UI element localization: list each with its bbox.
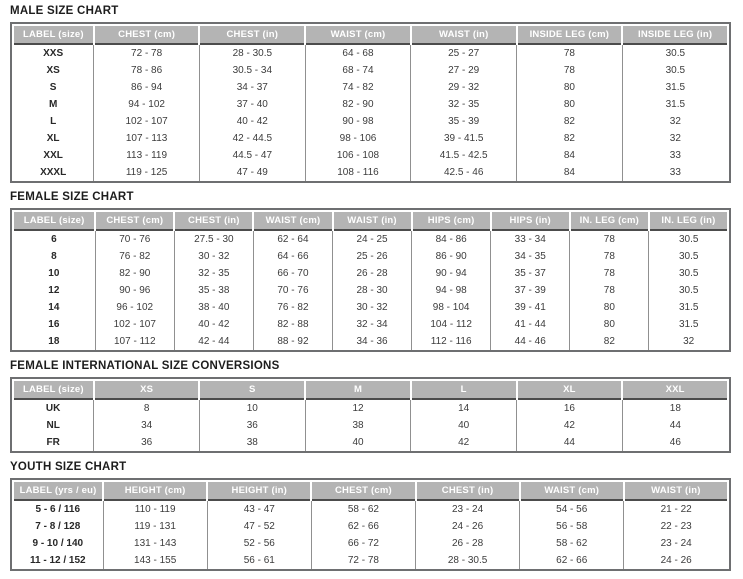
value-cell: 108 - 116 <box>305 164 411 181</box>
column-header: CHEST (cm) <box>95 211 174 230</box>
value-cell: 36 <box>199 417 305 434</box>
column-header: CHEST (in) <box>416 481 520 500</box>
value-cell: 24 - 26 <box>416 518 520 535</box>
value-cell: 32 <box>622 130 728 147</box>
value-cell: 27 - 29 <box>411 62 517 79</box>
value-cell: 96 - 102 <box>95 299 174 316</box>
table-row <box>13 164 728 181</box>
column-header: INSIDE LEG (cm) <box>517 25 623 44</box>
value-cell: 74 - 82 <box>305 79 411 96</box>
male-size-chart-table <box>12 24 729 181</box>
value-cell: 78 <box>570 265 649 282</box>
value-cell: 30.5 <box>649 265 728 282</box>
table-row <box>13 62 728 79</box>
value-cell: 25 - 26 <box>333 248 412 265</box>
row-label-cell: L <box>50 116 57 127</box>
youth-size-chart-title: YOUTH SIZE CHART <box>10 461 127 473</box>
column-header: WAIST (cm) <box>253 211 332 230</box>
value-cell: 90 - 94 <box>412 265 491 282</box>
table-row <box>13 434 728 451</box>
column-header: LABEL (yrs / eu) <box>13 481 103 500</box>
table-row <box>13 265 728 282</box>
column-header: LABEL (size) <box>13 380 94 399</box>
youth-size-chart-table <box>12 480 729 569</box>
value-cell: 32 - 34 <box>333 316 412 333</box>
value-cell: 40 - 42 <box>199 113 305 130</box>
value-cell: 33 <box>622 164 728 181</box>
value-cell: 72 - 78 <box>311 552 415 569</box>
value-cell: 24 - 25 <box>333 230 412 248</box>
value-cell: 113 - 119 <box>94 147 200 164</box>
value-cell: 78 <box>570 248 649 265</box>
value-cell: 40 <box>305 434 411 451</box>
female-international-conversions-table-border <box>10 377 731 453</box>
value-cell: 76 - 82 <box>253 299 332 316</box>
table-row <box>13 44 728 62</box>
column-header: S <box>199 380 305 399</box>
value-cell: 102 - 107 <box>95 316 174 333</box>
row-label-cell: UK <box>45 403 61 414</box>
table-row <box>13 399 728 417</box>
value-cell: 58 - 62 <box>311 500 415 518</box>
column-header: XXL <box>622 380 728 399</box>
table-row <box>13 552 728 569</box>
row-label-cell: S <box>49 82 57 93</box>
value-cell: 30.5 <box>622 44 728 62</box>
female-size-chart-section <box>10 191 731 352</box>
row-label-cell: FR <box>46 437 60 448</box>
value-cell: 82 - 88 <box>253 316 332 333</box>
male-size-chart-table-border <box>10 22 731 183</box>
row-label-cell: M <box>48 99 58 110</box>
female-size-chart-table <box>12 210 729 350</box>
value-cell: 80 <box>517 96 623 113</box>
value-cell: 39 - 41 <box>491 299 570 316</box>
table-row <box>13 500 728 518</box>
value-cell: 82 - 90 <box>305 96 411 113</box>
value-cell: 31.5 <box>622 96 728 113</box>
value-cell: 98 - 104 <box>412 299 491 316</box>
header-row <box>13 380 728 399</box>
female-size-chart-table-border <box>10 208 731 352</box>
value-cell: 32 <box>649 333 728 350</box>
value-cell: 90 - 98 <box>305 113 411 130</box>
value-cell: 32 - 35 <box>411 96 517 113</box>
value-cell: 38 <box>305 417 411 434</box>
value-cell: 46 <box>622 434 728 451</box>
column-header: IN. LEG (in) <box>649 211 728 230</box>
value-cell: 28 - 30.5 <box>416 552 520 569</box>
value-cell: 62 - 66 <box>520 552 624 569</box>
table-row <box>13 79 728 96</box>
column-header: HEIGHT (in) <box>207 481 311 500</box>
female-international-conversions-section <box>10 360 731 453</box>
row-label-cell: XXL <box>43 150 63 161</box>
value-cell: 76 - 82 <box>95 248 174 265</box>
value-cell: 31.5 <box>649 299 728 316</box>
value-cell: 21 - 22 <box>624 500 728 518</box>
value-cell: 14 <box>411 399 517 417</box>
value-cell: 35 - 39 <box>411 113 517 130</box>
column-header: L <box>411 380 517 399</box>
table-row <box>13 535 728 552</box>
female-international-conversions-title: FEMALE INTERNATIONAL SIZE CONVERSIONS <box>10 360 280 372</box>
value-cell: 98 - 106 <box>305 130 411 147</box>
table-row <box>13 299 728 316</box>
value-cell: 34 - 36 <box>333 333 412 350</box>
value-cell: 30.5 <box>622 62 728 79</box>
value-cell: 44 <box>517 434 623 451</box>
table-row <box>13 248 728 265</box>
value-cell: 86 - 94 <box>94 79 200 96</box>
value-cell: 8 <box>94 399 200 417</box>
value-cell: 80 <box>570 299 649 316</box>
header-row <box>13 481 728 500</box>
value-cell: 27.5 - 30 <box>174 230 253 248</box>
table-row <box>13 282 728 299</box>
row-label-cell: 8 <box>51 251 57 262</box>
row-label-cell: 14 <box>48 302 60 313</box>
value-cell: 78 <box>570 282 649 299</box>
value-cell: 82 <box>517 113 623 130</box>
male-size-chart-section <box>10 5 731 183</box>
column-header: XL <box>517 380 623 399</box>
value-cell: 110 - 119 <box>103 500 207 518</box>
value-cell: 78 <box>517 44 623 62</box>
value-cell: 31.5 <box>649 316 728 333</box>
value-cell: 32 - 35 <box>174 265 253 282</box>
table-row <box>13 113 728 130</box>
value-cell: 32 <box>622 113 728 130</box>
value-cell: 106 - 108 <box>305 147 411 164</box>
value-cell: 58 - 62 <box>520 535 624 552</box>
row-label-cell: 16 <box>48 319 60 330</box>
value-cell: 119 - 125 <box>94 164 200 181</box>
value-cell: 70 - 76 <box>253 282 332 299</box>
value-cell: 16 <box>517 399 623 417</box>
value-cell: 42 - 44 <box>174 333 253 350</box>
value-cell: 80 <box>517 79 623 96</box>
value-cell: 80 <box>570 316 649 333</box>
value-cell: 30.5 <box>649 248 728 265</box>
value-cell: 42 <box>517 417 623 434</box>
column-header: WAIST (cm) <box>305 25 411 44</box>
value-cell: 131 - 143 <box>103 535 207 552</box>
value-cell: 34 - 37 <box>199 79 305 96</box>
value-cell: 62 - 64 <box>253 230 332 248</box>
value-cell: 82 - 90 <box>95 265 174 282</box>
value-cell: 107 - 113 <box>94 130 200 147</box>
value-cell: 90 - 96 <box>95 282 174 299</box>
row-label-cell: NL <box>46 420 60 431</box>
value-cell: 56 - 61 <box>207 552 311 569</box>
column-header: WAIST (in) <box>624 481 728 500</box>
value-cell: 28 - 30 <box>333 282 412 299</box>
value-cell: 47 - 52 <box>207 518 311 535</box>
column-header: WAIST (in) <box>411 25 517 44</box>
value-cell: 29 - 32 <box>411 79 517 96</box>
row-label-cell: 11 - 12 / 152 <box>29 555 86 566</box>
value-cell: 38 <box>199 434 305 451</box>
table-row <box>13 333 728 350</box>
row-label-cell: XL <box>46 133 60 144</box>
value-cell: 66 - 72 <box>311 535 415 552</box>
value-cell: 52 - 56 <box>207 535 311 552</box>
value-cell: 64 - 68 <box>305 44 411 62</box>
column-header: HIPS (in) <box>491 211 570 230</box>
value-cell: 30.5 - 34 <box>199 62 305 79</box>
row-label-cell: 7 - 8 / 128 <box>35 521 81 532</box>
female-international-conversions-table <box>12 379 729 451</box>
value-cell: 64 - 66 <box>253 248 332 265</box>
value-cell: 66 - 70 <box>253 265 332 282</box>
value-cell: 42 <box>411 434 517 451</box>
value-cell: 23 - 24 <box>416 500 520 518</box>
value-cell: 82 <box>570 333 649 350</box>
value-cell: 42 - 44.5 <box>199 130 305 147</box>
header-row <box>13 25 728 44</box>
row-label-cell: 9 - 10 / 140 <box>32 538 84 549</box>
value-cell: 44 <box>622 417 728 434</box>
value-cell: 70 - 76 <box>95 230 174 248</box>
value-cell: 30 - 32 <box>174 248 253 265</box>
row-label-cell: XXXL <box>40 167 67 178</box>
value-cell: 143 - 155 <box>103 552 207 569</box>
value-cell: 41.5 - 42.5 <box>411 147 517 164</box>
value-cell: 24 - 26 <box>624 552 728 569</box>
value-cell: 44 - 46 <box>491 333 570 350</box>
value-cell: 12 <box>305 399 411 417</box>
column-header: LABEL (size) <box>13 211 95 230</box>
value-cell: 40 <box>411 417 517 434</box>
column-header: WAIST (in) <box>333 211 412 230</box>
table-row <box>13 518 728 535</box>
value-cell: 119 - 131 <box>103 518 207 535</box>
value-cell: 112 - 116 <box>412 333 491 350</box>
value-cell: 30 - 32 <box>333 299 412 316</box>
header-row <box>13 211 728 230</box>
value-cell: 86 - 90 <box>412 248 491 265</box>
value-cell: 62 - 66 <box>311 518 415 535</box>
value-cell: 30.5 <box>649 282 728 299</box>
column-header: CHEST (cm) <box>311 481 415 500</box>
value-cell: 78 <box>517 62 623 79</box>
value-cell: 84 <box>517 147 623 164</box>
value-cell: 43 - 47 <box>207 500 311 518</box>
value-cell: 84 - 86 <box>412 230 491 248</box>
value-cell: 30.5 <box>649 230 728 248</box>
row-label-cell: 6 <box>51 234 57 245</box>
value-cell: 78 <box>570 230 649 248</box>
value-cell: 102 - 107 <box>94 113 200 130</box>
youth-size-chart-section <box>10 461 731 571</box>
youth-size-chart-table-border <box>10 478 731 571</box>
value-cell: 104 - 112 <box>412 316 491 333</box>
value-cell: 37 - 40 <box>199 96 305 113</box>
value-cell: 18 <box>622 399 728 417</box>
table-row <box>13 316 728 333</box>
row-label-cell: XXS <box>43 48 64 59</box>
table-row <box>13 96 728 113</box>
value-cell: 42.5 - 46 <box>411 164 517 181</box>
value-cell: 10 <box>199 399 305 417</box>
value-cell: 31.5 <box>622 79 728 96</box>
row-label-cell: 18 <box>48 336 60 347</box>
value-cell: 35 - 37 <box>491 265 570 282</box>
value-cell: 36 <box>94 434 200 451</box>
column-header: CHEST (cm) <box>94 25 200 44</box>
value-cell: 41 - 44 <box>491 316 570 333</box>
value-cell: 22 - 23 <box>624 518 728 535</box>
value-cell: 54 - 56 <box>520 500 624 518</box>
column-header: CHEST (in) <box>199 25 305 44</box>
value-cell: 88 - 92 <box>253 333 332 350</box>
column-header: HIPS (cm) <box>412 211 491 230</box>
value-cell: 94 - 98 <box>412 282 491 299</box>
column-header: IN. LEG (cm) <box>570 211 649 230</box>
value-cell: 37 - 39 <box>491 282 570 299</box>
table-row <box>13 147 728 164</box>
value-cell: 68 - 74 <box>305 62 411 79</box>
value-cell: 47 - 49 <box>199 164 305 181</box>
row-label-cell: 5 - 6 / 116 <box>35 504 81 515</box>
row-label-cell: XS <box>46 65 60 76</box>
column-header: HEIGHT (cm) <box>103 481 207 500</box>
value-cell: 94 - 102 <box>94 96 200 113</box>
value-cell: 25 - 27 <box>411 44 517 62</box>
column-header: LABEL (size) <box>13 25 94 44</box>
value-cell: 34 - 35 <box>491 248 570 265</box>
row-label-cell: 10 <box>48 268 60 279</box>
column-header: M <box>305 380 411 399</box>
row-label-cell: 12 <box>48 285 60 296</box>
column-header: CHEST (in) <box>174 211 253 230</box>
value-cell: 34 <box>94 417 200 434</box>
value-cell: 26 - 28 <box>333 265 412 282</box>
table-row <box>13 230 728 248</box>
female-size-chart-title: FEMALE SIZE CHART <box>10 191 134 203</box>
table-row <box>13 417 728 434</box>
value-cell: 39 - 41.5 <box>411 130 517 147</box>
value-cell: 28 - 30.5 <box>199 44 305 62</box>
male-size-chart-title: MALE SIZE CHART <box>10 5 119 17</box>
table-row <box>13 130 728 147</box>
column-header: WAIST (cm) <box>520 481 624 500</box>
value-cell: 78 - 86 <box>94 62 200 79</box>
value-cell: 38 - 40 <box>174 299 253 316</box>
value-cell: 56 - 58 <box>520 518 624 535</box>
value-cell: 26 - 28 <box>416 535 520 552</box>
column-header: XS <box>94 380 200 399</box>
value-cell: 82 <box>517 130 623 147</box>
value-cell: 35 - 38 <box>174 282 253 299</box>
value-cell: 33 <box>622 147 728 164</box>
value-cell: 72 - 78 <box>94 44 200 62</box>
value-cell: 107 - 112 <box>95 333 174 350</box>
value-cell: 84 <box>517 164 623 181</box>
value-cell: 40 - 42 <box>174 316 253 333</box>
value-cell: 44.5 - 47 <box>199 147 305 164</box>
value-cell: 23 - 24 <box>624 535 728 552</box>
value-cell: 33 - 34 <box>491 230 570 248</box>
column-header: INSIDE LEG (in) <box>622 25 728 44</box>
